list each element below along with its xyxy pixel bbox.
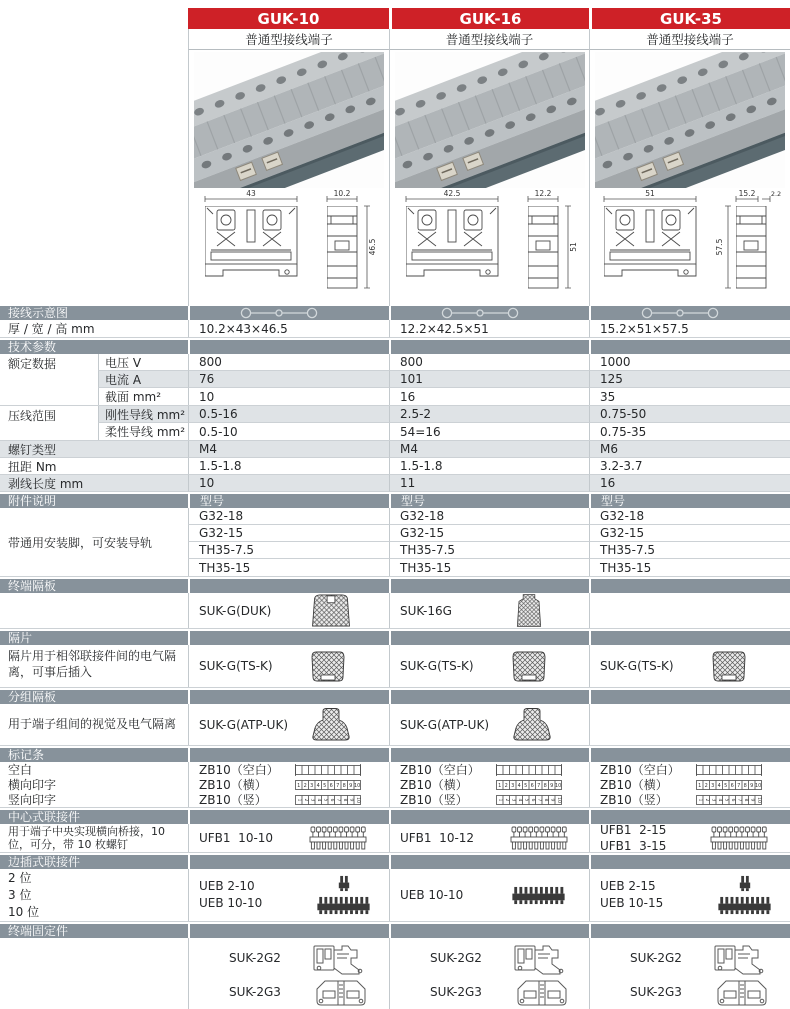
spec-value: 11 xyxy=(389,475,589,492)
accessory-models xyxy=(630,941,708,1009)
spec-value: 10.2×43×46.5 xyxy=(188,320,389,338)
product-model: GUK-10 xyxy=(257,9,320,28)
section-label: 标记条 xyxy=(8,748,45,762)
accessory-cell xyxy=(188,824,389,852)
product-header-row xyxy=(0,8,790,29)
product-model: GUK-35 xyxy=(660,9,722,28)
end-fixing-2g3-icon xyxy=(514,977,570,1008)
group-plate-icon xyxy=(309,707,353,742)
accessory-cell xyxy=(589,704,790,745)
sub-label: 电流 A xyxy=(98,371,188,388)
subtitle-spacer xyxy=(0,29,188,50)
accessory-model: SUK-G(TS-K) xyxy=(199,659,273,673)
accessory-cell xyxy=(589,593,790,628)
section-label: 中心式联接件 xyxy=(8,810,81,824)
spec-value: M4 xyxy=(188,441,389,458)
product-media-guk35 xyxy=(589,50,790,306)
row-side-bridge xyxy=(0,869,790,922)
sub-label: 截面 mm² xyxy=(98,388,188,405)
accessory-cell xyxy=(389,938,589,1009)
accessory-model: SUK-G(TS-K) xyxy=(600,659,674,673)
marking-strip-vertical-icon xyxy=(696,793,762,807)
dimension-drawing xyxy=(590,188,790,304)
wiring-symbol-icon xyxy=(240,307,318,319)
section-label: 附件说明 xyxy=(8,494,57,508)
accessory-model: TH35-15 xyxy=(188,559,389,576)
accessory-models xyxy=(600,824,710,852)
spec-value: 16 xyxy=(589,475,790,492)
accessory-model: UFB1 3-15 xyxy=(600,839,667,852)
accessory-cell xyxy=(589,824,790,852)
spec-value: 1.5-1.8 xyxy=(188,458,389,475)
accessory-model: G32-18 xyxy=(389,508,589,525)
product-model: GUK-16 xyxy=(459,9,522,28)
accessory-model: TH35-15 xyxy=(389,559,589,576)
section-bar-group-plate xyxy=(0,690,790,704)
spec-value: 76 xyxy=(188,371,389,388)
spec-value: 10 xyxy=(188,388,389,405)
accessory-model: SUK-2G3 xyxy=(430,984,482,999)
end-fixing-2g3-icon xyxy=(313,977,369,1008)
spec-value: 0.75-35 xyxy=(589,423,790,440)
accessory-cell xyxy=(389,869,589,921)
marking-label: 竖向印字 xyxy=(8,793,57,807)
media-spacer xyxy=(0,50,188,306)
accessory-model: SUK-G(TS-K) xyxy=(400,659,474,673)
marking-label: 横向印字 xyxy=(8,778,57,792)
partition-icon xyxy=(510,650,548,683)
accessory-model: ZB10（横） xyxy=(600,778,668,792)
side-bridge-labels xyxy=(0,869,188,921)
accessory-models xyxy=(199,878,309,912)
accessory-model: G32-15 xyxy=(389,525,589,542)
accessory-model: SUK-2G3 xyxy=(630,984,682,999)
group-plate-icon xyxy=(510,707,554,742)
section-label: 分组隔板 xyxy=(8,690,57,704)
dim-offset-width: 2.2 xyxy=(770,190,782,198)
sub-label: 刚性导线 mm² xyxy=(98,406,188,423)
accessory-description: 隔片用于相邻联接件间的电气隔离，可事后插入 xyxy=(8,649,177,679)
accessory-model: UFB1 10-10 xyxy=(199,831,274,845)
marking-strip-horizontal-icon xyxy=(696,778,762,792)
accessory-model: ZB10（空白） xyxy=(199,763,279,777)
accessory-model: TH35-7.5 xyxy=(389,542,589,559)
plug-bridge-10pole-icon xyxy=(716,896,773,915)
accessory-model: TH35-7.5 xyxy=(589,542,790,559)
accessory-model: UEB 2-15 xyxy=(600,879,656,893)
marking-strip-blank-icon xyxy=(295,763,361,777)
section-label: 隔片 xyxy=(8,631,33,645)
accessory-cell xyxy=(188,938,389,1009)
plug-bridge-2pole-icon xyxy=(738,875,752,892)
dim-height: 57.5 xyxy=(715,238,724,256)
wiring-cell xyxy=(589,306,790,320)
spec-value: M4 xyxy=(389,441,589,458)
header-spacer xyxy=(0,8,188,29)
accessory-cell xyxy=(589,938,790,1009)
row-end-plate xyxy=(0,593,790,629)
accessory-model: UEB 10-15 xyxy=(600,896,664,910)
spec-value: 101 xyxy=(389,371,589,388)
section-bar-wiring xyxy=(0,306,790,320)
accessory-model: ZB10（空白） xyxy=(600,763,680,777)
spec-value: 2.5-2 xyxy=(389,406,589,423)
dim-side-width: 10.2 xyxy=(333,189,351,198)
model-col-header: 型号 xyxy=(188,494,389,508)
dim-front-width: 43 xyxy=(246,189,256,198)
spec-value: 54=16 xyxy=(389,423,589,440)
accessory-model: G32-15 xyxy=(188,525,389,542)
marking-strip-vertical-icon xyxy=(496,793,562,807)
product-subtitle-row xyxy=(0,29,790,50)
section-label: 终端隔板 xyxy=(8,579,57,593)
row-size xyxy=(0,320,790,338)
end-plate-icon xyxy=(510,593,548,628)
dimension-drawing xyxy=(390,188,590,304)
product-photo xyxy=(395,52,585,188)
spec-value: 0.5-10 xyxy=(188,423,389,440)
end-fixing-2g2-icon xyxy=(714,942,770,975)
dimension-drawing xyxy=(189,188,389,304)
accessory-cell xyxy=(389,645,589,687)
section-bar-center-bridge xyxy=(0,810,790,824)
accessory-model: UEB 10-10 xyxy=(199,896,263,910)
accessory-description: 用于端子中央实现横向桥接，10 位，可分，带 10 枚螺钉 xyxy=(8,825,165,851)
accessory-model: G32-18 xyxy=(589,508,790,525)
accessory-model: SUK-G(ATP-UK) xyxy=(400,717,490,732)
spec-value: 35 xyxy=(589,388,790,405)
marking-strip-horizontal-icon xyxy=(496,778,562,792)
section-bar-tech xyxy=(0,340,790,354)
row-end-fixing xyxy=(0,938,790,1009)
product-subtitle: 普通型接线端子 xyxy=(589,29,790,50)
accessory-model: G32-15 xyxy=(589,525,790,542)
accessory-model: TH35-15 xyxy=(589,559,790,576)
wiring-symbol-icon xyxy=(641,307,719,319)
marking-strip-blank-icon xyxy=(496,763,562,777)
media-row xyxy=(0,50,790,306)
dim-front-width: 42.5 xyxy=(443,189,461,198)
product-column-header xyxy=(389,8,589,29)
accessory-model: UFB1 10-12 xyxy=(400,831,475,845)
marking-labels xyxy=(0,762,188,807)
accessory-model: SUK-16G xyxy=(400,603,452,618)
side-bridge-label: 3 位 xyxy=(8,887,32,902)
section-label: 接线示意图 xyxy=(8,306,69,320)
partition-icon xyxy=(309,650,347,683)
accessory-model: UEB 2-10 xyxy=(199,879,255,893)
product-media-guk10 xyxy=(188,50,389,306)
row-label: 螺钉类型 xyxy=(0,441,188,458)
accessory-cell xyxy=(188,593,389,628)
accessory-model: SUK-2G2 xyxy=(630,950,682,965)
product-column-header xyxy=(589,8,790,29)
spec-value: 12.2×42.5×51 xyxy=(389,320,589,338)
accessory-model: SUK-G(ATP-UK) xyxy=(199,717,289,732)
center-bridge-icon xyxy=(309,826,367,851)
accessory-cell xyxy=(188,762,389,807)
end-fixing-2g3-icon xyxy=(714,977,770,1008)
plug-bridge-2pole-icon xyxy=(337,875,351,892)
sub-label: 电压 V xyxy=(98,354,188,371)
dim-height: 46.5 xyxy=(368,238,377,256)
row-center-bridge xyxy=(0,824,790,853)
product-subtitle: 普通型接线端子 xyxy=(188,29,389,50)
spec-value: M6 xyxy=(589,441,790,458)
center-bridge-icon xyxy=(710,826,768,851)
section-label: 终端固定件 xyxy=(8,924,69,938)
row-label: 厚 / 宽 / 高 mm xyxy=(0,320,188,338)
spec-value: 15.2×51×57.5 xyxy=(589,320,790,338)
model-col-header: 型号 xyxy=(589,494,790,508)
spec-value: 0.75-50 xyxy=(589,406,790,423)
end-fixing-2g2-icon xyxy=(514,942,570,975)
spec-value: 800 xyxy=(188,354,389,371)
accessory-model: UEB 10-10 xyxy=(400,888,464,902)
accessory-cell xyxy=(589,762,790,807)
accessory-model: ZB10（横） xyxy=(400,778,468,792)
row-screw-type xyxy=(0,441,790,458)
model-col-header: 型号 xyxy=(389,494,589,508)
row-group-label: 额定数据 xyxy=(8,357,57,371)
accessory-model: ZB10（空白） xyxy=(400,763,480,777)
section-label: 技术参数 xyxy=(8,340,57,354)
accessory-models xyxy=(430,941,508,1009)
product-media-guk16 xyxy=(389,50,589,306)
section-bar-partition xyxy=(0,631,790,645)
row-strip-length xyxy=(0,475,790,492)
section-label: 边插式联接件 xyxy=(8,855,81,869)
marking-strip-vertical-icon xyxy=(295,793,361,807)
spec-value: 0.5-16 xyxy=(188,406,389,423)
spec-value: 1000 xyxy=(589,354,790,371)
accessory-cell xyxy=(389,593,589,628)
partition-icon xyxy=(710,650,748,683)
accessory-model: ZB10（竖） xyxy=(199,793,267,807)
product-photo xyxy=(595,52,785,188)
accessory-model: G32-18 xyxy=(188,508,389,525)
side-bridge-label: 2 位 xyxy=(8,870,32,885)
accessory-model: UFB1 2-15 xyxy=(600,824,667,837)
accessory-models xyxy=(600,878,710,912)
row-label: 扭距 Nm xyxy=(0,458,188,475)
accessory-cell xyxy=(389,762,589,807)
dim-front-width: 51 xyxy=(645,189,655,198)
wiring-cell xyxy=(389,306,589,320)
clamp-range-block xyxy=(0,406,790,441)
rated-data-block xyxy=(0,354,790,406)
accessory-cell xyxy=(188,704,389,745)
spec-value: 800 xyxy=(389,354,589,371)
accessory-models xyxy=(229,941,307,1009)
side-bridge-label: 10 位 xyxy=(8,904,40,919)
accessory-cell xyxy=(389,824,589,852)
plug-bridge-10pole-icon xyxy=(315,896,372,915)
dim-side-width: 15.2 xyxy=(738,189,756,198)
wiring-symbol-icon xyxy=(441,307,519,319)
spec-value: 125 xyxy=(589,371,790,388)
row-label: 剥线长度 mm xyxy=(0,475,188,492)
row-group-plate xyxy=(0,704,790,746)
row-group-label: 压线范围 xyxy=(8,409,57,423)
product-photo xyxy=(194,52,384,188)
row-partition xyxy=(0,645,790,688)
sub-label: 柔性导线 mm² xyxy=(98,423,188,440)
row-group-label: 带通用安装脚，可安装导轨 xyxy=(8,535,153,550)
accessory-model: ZB10（横） xyxy=(199,778,267,792)
section-bar-marking xyxy=(0,748,790,762)
accessory-description: 用于端子组间的视觉及电气隔离 xyxy=(8,717,177,731)
marking-strip-horizontal-icon xyxy=(295,778,361,792)
spec-value: 16 xyxy=(389,388,589,405)
section-bar-side-bridge xyxy=(0,855,790,869)
spec-value: 3.2-3.7 xyxy=(589,458,790,475)
row-torque xyxy=(0,458,790,475)
accessory-cell xyxy=(188,645,389,687)
accessory-model: SUK-G(DUK) xyxy=(199,603,272,618)
accessory-model: SUK-2G2 xyxy=(430,950,482,965)
end-plate-icon xyxy=(309,593,353,628)
spec-value: 10 xyxy=(188,475,389,492)
accessory-cell xyxy=(188,869,389,921)
marking-label: 空白 xyxy=(8,763,33,777)
section-bar-end-plate xyxy=(0,579,790,593)
row-marking xyxy=(0,762,790,808)
dim-height: 51 xyxy=(569,242,578,252)
accessory-cell xyxy=(389,704,589,745)
section-bar-accessories xyxy=(0,494,790,508)
mounting-block xyxy=(0,508,790,577)
accessory-model: TH35-7.5 xyxy=(188,542,389,559)
section-bar-end-fixing xyxy=(0,924,790,938)
product-subtitle: 普通型接线端子 xyxy=(389,29,589,50)
spec-value: 1.5-1.8 xyxy=(389,458,589,475)
dim-side-width: 12.2 xyxy=(534,189,552,198)
wiring-cell xyxy=(188,306,389,320)
accessory-model: ZB10（竖） xyxy=(600,793,668,807)
product-column-header xyxy=(188,8,389,29)
plug-bridge-10pole-icon xyxy=(510,886,567,905)
accessory-cell xyxy=(589,869,790,921)
accessory-cell xyxy=(589,645,790,687)
accessory-model: SUK-2G2 xyxy=(229,950,281,965)
center-bridge-icon xyxy=(510,826,568,851)
accessory-model: ZB10（竖） xyxy=(400,793,468,807)
marking-strip-blank-icon xyxy=(696,763,762,777)
accessory-model: SUK-2G3 xyxy=(229,984,281,999)
end-fixing-2g2-icon xyxy=(313,942,369,975)
